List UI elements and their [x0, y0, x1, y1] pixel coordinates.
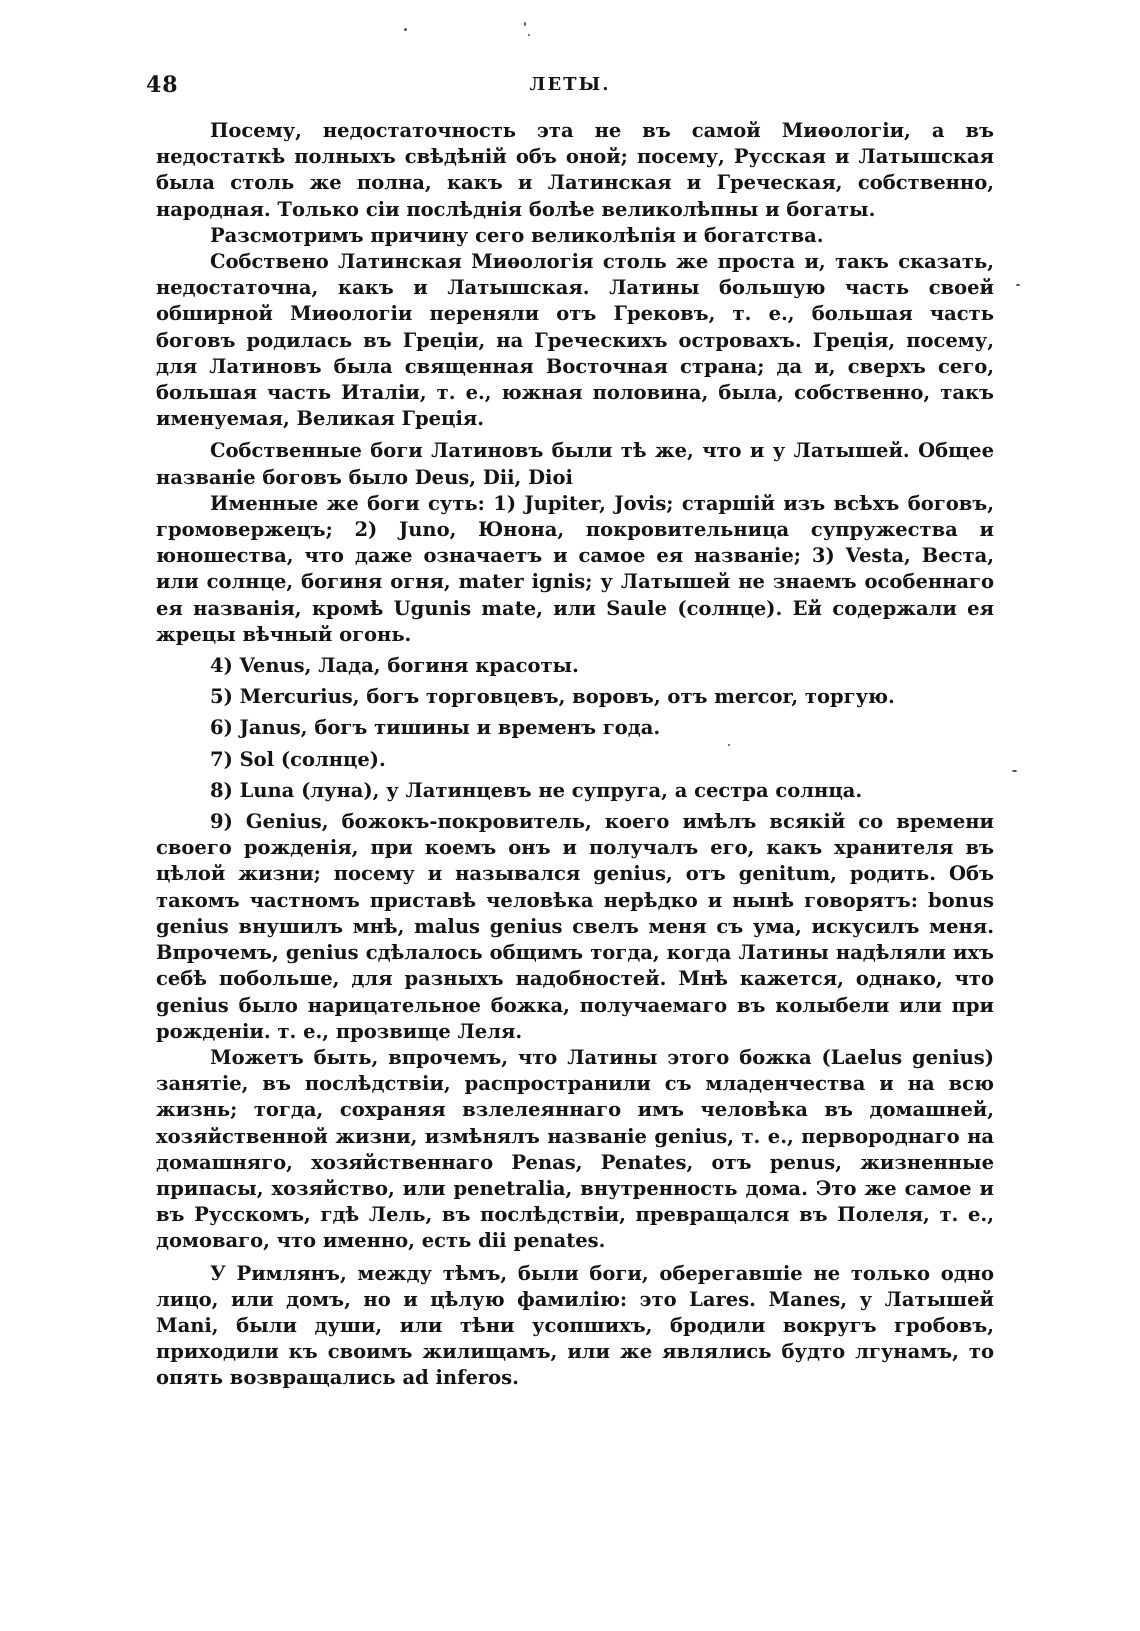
print-speck: [1012, 770, 1017, 772]
print-speck: [524, 22, 526, 26]
list-item: 4) Venus, Лада, богиня красоты.: [210, 654, 579, 678]
print-speck: [1016, 284, 1020, 286]
print-speck: [404, 28, 407, 31]
list-item: 6) Janus, богъ тишины и временъ года.: [210, 716, 661, 740]
paragraph: Собствено Латинская Миѳологія столь же проста и, такъ сказать, недостаточна, какъ и Латышская. Латины большую часть своей обширной Миѳологіи переняли отъ Грековъ, т. е., большая часть боговъ родилась въ Греціи, на Греческихъ островахъ. Греція, посему, для Латиновъ была священная Восточная страна; да и, сверхъ сего, большая часть Италіи, т. е., южная половина, была, собственно, такъ именуемая, Великая Греція.: [156, 250, 994, 431]
list-item: 8) Luna (луна), у Латинцевъ не супруга, а сестра солнца.: [210, 778, 863, 802]
paragraph: Собственные боги Латиновъ были тѣ же, что и у Латышей. Общее названіе боговъ было Deus, Dii, Dioi: [156, 439, 994, 489]
paragraph: Именные же боги суть: 1) Jupiter, Jovis; старшій изъ всѣхъ боговъ, громовержецъ; 2) Juno, Юнона, покровительница супружества и юношества, что даже означаетъ и самое ея названіе; 3) Vesta, Веста, или солнце, богиня огня, mater ignis; у Латышей не знаемъ особеннаго ея названія, кромѣ Ugunis mate, или Saule (солнце). Ей содержали ея жрецы вѣчный огонь.: [156, 491, 994, 646]
paragraph: Можетъ быть, впрочемъ, что Латины этого божка (Laelus genius) занятіе, въ послѣдствіи, распространили съ младенчества и на всю жизнь; тогда, сохраняя взлелеяннаго имъ человѣка въ домашней, хозяйственной жизни, измѣнялъ названіе genius, т. е., первороднаго на домашняго, хозяйственнаго Penas, Penates, отъ penus, жизненные припасы, хозяйство, или penetralia, внутренность дома. Это же самое и въ Русскомъ, гдѣ Лель, въ послѣдствіи, превращался въ Полеля, т. е., домоваго, что именно, есть dii penates.: [156, 1045, 994, 1253]
paragraph: У Римлянъ, между тѣмъ, были боги, оберегавшіе не только одно лицо, или домъ, но и цѣлую фамилію: это Lares. Manes, у Латышей Mani, были души, или тѣни усопшихъ, бродили вокругъ гробовъ, приходили къ своимъ жилищамъ, или же являлись будто лгунамъ, то опять возвращались ad inferos.: [156, 1261, 994, 1390]
page-number: 48: [146, 72, 179, 98]
paragraph: Посему, недостаточность эта не въ самой Миѳологіи, а въ недостаткѣ полныхъ свѣдѣній объ оной; посему, Русская и Латышская была столь же полна, какъ и Латинская и Греческая, собственно, народная. Только сіи послѣднія болѣе великолѣпны и богаты.: [156, 119, 994, 221]
running-head: ЛЕТЫ.: [529, 74, 611, 95]
list-item: 5) Mercurius, богъ торговцевъ, воровъ, отъ mercor, торгую.: [210, 685, 895, 709]
page-body: [156, 118, 994, 1392]
print-speck: [528, 34, 530, 36]
list-item: 7) Sol (солнце).: [210, 747, 386, 771]
page-header: [146, 72, 994, 102]
paragraph: Разсмотримъ причину сего великолѣпія и богатства.: [210, 223, 824, 247]
list-item: 9) Genius, божокъ-покровитель, коего имѣлъ всякій со времени своего рожденія, при коемъ онъ и получалъ его, какъ хранителя въ цѣлой жизни; посему и назывался genius, отъ genitum, родить. Объ такомъ частномъ приставѣ человѣка нерѣдко и нынѣ говорятъ: bonus genius внушилъ мнѣ, malus genius свелъ меня съ ума, искусилъ меня. Впрочемъ, genius сдѣлалось общимъ тогда, когда Латины надѣляли ихъ себѣ побольше, для разныхъ надобностей. Мнѣ кажется, однако, что genius было нарицательное божка, получаемаго въ колыбели или при рожденіи. т. е., прозвище Леля.: [156, 810, 994, 1043]
